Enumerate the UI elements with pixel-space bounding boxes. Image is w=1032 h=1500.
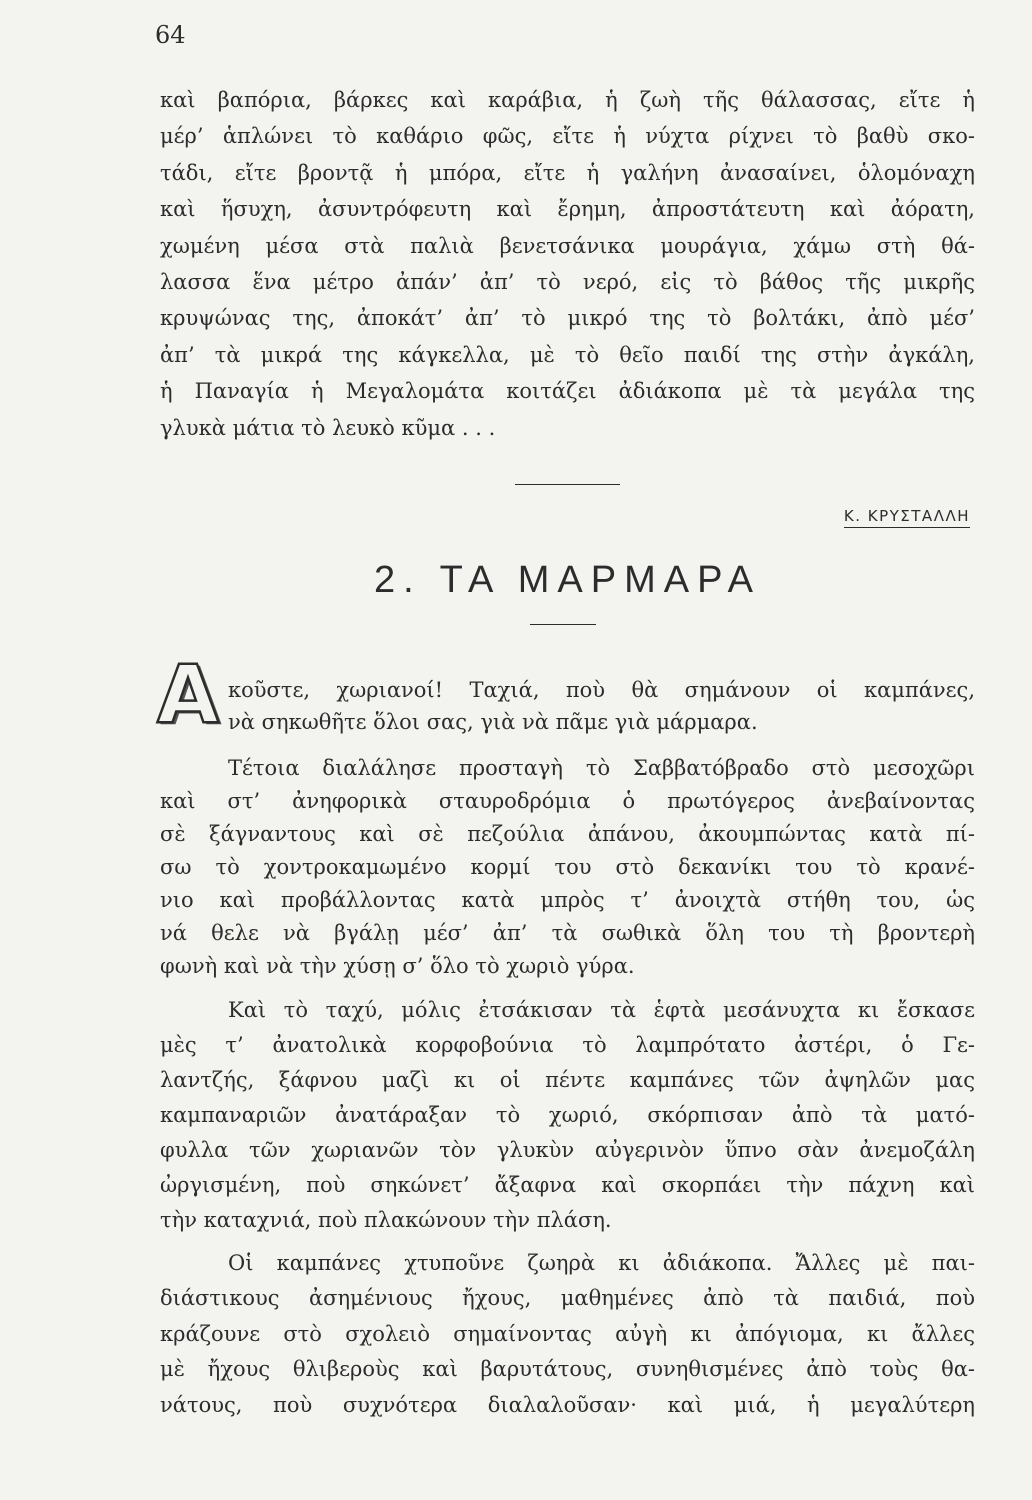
page-number: 64 <box>155 21 186 49</box>
text-line: νά θελε νὰ βγάλῃ μέσ’ ἀπ’ τὰ σωθικὰ ὅλη του τὴ βροντερὴ <box>160 920 975 945</box>
text-line: καμπαναριῶν ἀνατάραξαν τὸ χωριό, σκόρπισαν ἀπὸ τὰ ματό- <box>160 1102 975 1127</box>
text-line: φωνὴ καὶ νὰ τὴν χύσῃ σ’ ὅλο τὸ χωριὸ γύρα. <box>160 953 635 978</box>
text-line: διάστικους ἀσημένιους ἤχους, μαθημένες ἀπὸ τὰ παιδιά, ποὺ <box>160 1286 975 1310</box>
paragraph <box>160 993 975 1238</box>
text-line: ὠργισμένη, ποὺ σηκώνετ’ ἄξαφνα καὶ σκορπάει τὴν πάχνη καὶ <box>160 1172 975 1197</box>
continuation-paragraph <box>160 82 975 446</box>
text-line: μὲς τ’ ἀνατολικὰ κορφοβούνια τὸ λαμπρότατο ἀστέρι, ὁ Γε- <box>160 1032 975 1057</box>
text-line: τὴν καταχνιά, ποὺ πλακώνουν τὴν πλάση. <box>160 1207 612 1232</box>
text-line: νὰ σηκωθῆτε ὅλοι σας, γιὰ νὰ πᾶμε γιὰ μάρμαρα. <box>228 710 758 734</box>
paragraph <box>160 752 975 983</box>
text-line: Καὶ τὸ ταχύ, μόλις ἐτσάκισαν τὰ ἑφτὰ μεσάνυχτα κι ἔσκασε <box>228 997 975 1022</box>
text-line: σω τὸ χοντροκαμωμένο κορμί του στὸ δεκανίκι του τὸ κρανέ- <box>160 854 975 879</box>
text-line: καὶ ἥσυχη, ἀσυντρόφευτη καὶ ἔρημη, ἀπροστάτευτη καὶ ἀόρατη, <box>160 197 975 222</box>
text-line: νάτους, ποὺ συχνότερα διαλαλοῦσαν· καὶ μιά, ἡ μεγαλύτερη <box>160 1392 975 1417</box>
text-line: νιο καὶ προβάλλοντας κατὰ μπρὸς τ’ ἀνοιχτὰ στήθη του, ὡς <box>160 887 975 912</box>
text-line: χωμένη μέσα στὰ παλιὰ βενετσάνικα μουράγια, χάμω στὴ θά- <box>160 233 975 258</box>
drop-cap-letter: Α <box>157 648 219 741</box>
text-line: ἀπ’ τὰ μικρά της κάγκελλα, μὲ τὸ θεῖο παιδί της στὴν ἀγκάλη, <box>160 342 975 367</box>
text-line: κράζουνε στὸ σχολειὸ σημαίνοντας αὐγὴ κι ἀπόγιομα, κι ἄλλες <box>160 1321 975 1346</box>
text-line: τάδι, εἴτε βροντᾷ ἡ μπόρα, εἴτε ἡ γαλήνη ἀνασαίνει, ὁλομόναχη <box>160 160 975 185</box>
text-line: σὲ ξάγναντους καὶ σὲ πεζούλια ἀπάνου, ἀκουμπώντας κατὰ πί- <box>160 821 975 846</box>
author-attribution: Κ. ΚΡΥΣΤΑΛΛΗ <box>844 506 970 528</box>
section-separator-rule <box>515 484 620 485</box>
text-line: μὲ ἤχους θλιβεροὺς καὶ βαρυτάτους, συνηθισμένες ἀπὸ τοὺς θα- <box>160 1357 975 1381</box>
text-line: Τέτοια διαλάλησε προσταγὴ τὸ Σαββατόβραδο στὸ μεσοχῶρι <box>228 755 975 780</box>
title-underline-rule <box>530 624 596 625</box>
paragraph <box>228 674 975 738</box>
paragraph <box>160 1246 975 1424</box>
text-line: κοῦστε, χωριανοί! Ταχιά, ποὺ θὰ σημάνουν οἱ καμπάνες, <box>228 678 975 702</box>
text-line: φυλλα τῶν χωριανῶν τὸν γλυκὺν αὐγερινὸν ὕπνο σὰν ἀνεμοζάλη <box>160 1137 975 1162</box>
text-line: μέρ’ ἁπλώνει τὸ καθάριο φῶς, εἴτε ἡ νύχτα ρίχνει τὸ βαθὺ σκο- <box>160 124 975 149</box>
chapter-title: 2. ΤΑ ΜΑΡΜΑΡΑ <box>374 559 761 601</box>
text-line: Οἱ καμπάνες χτυποῦνε ζωηρὰ κι ἀδιάκοπα. Ἄλλες μὲ παι- <box>228 1250 975 1275</box>
text-line: καὶ στ’ ἀνηφορικὰ σταυροδρόμια ὁ πρωτόγερος ἀνεβαίνοντας <box>160 788 975 813</box>
text-line: λασσα ἕνα μέτρο ἀπάν’ ἀπ’ τὸ νερό, εἰς τὸ βάθος τῆς μικρῆς <box>160 269 975 294</box>
text-line: ἡ Παναγία ἡ Μεγαλομάτα κοιτάζει ἀδιάκοπα μὲ τὰ μεγάλα της <box>160 379 975 404</box>
text-line: κρυψώνας της, ἀποκάτ’ ἀπ’ τὸ μικρό της τὸ βολτάκι, ἀπὸ μέσ’ <box>160 306 975 331</box>
text-line: λαντζής, ξάφνου μαζὶ κι οἱ πέντε καμπάνες τῶν ἀψηλῶν μας <box>160 1067 975 1092</box>
text-line: γλυκὰ μάτια τὸ λευκὸ κῦμα . . . <box>160 415 496 440</box>
text-line: καὶ βαπόρια, βάρκες καὶ καράβια, ἡ ζωὴ τῆς θάλασσας, εἴτε ἡ <box>160 88 975 112</box>
